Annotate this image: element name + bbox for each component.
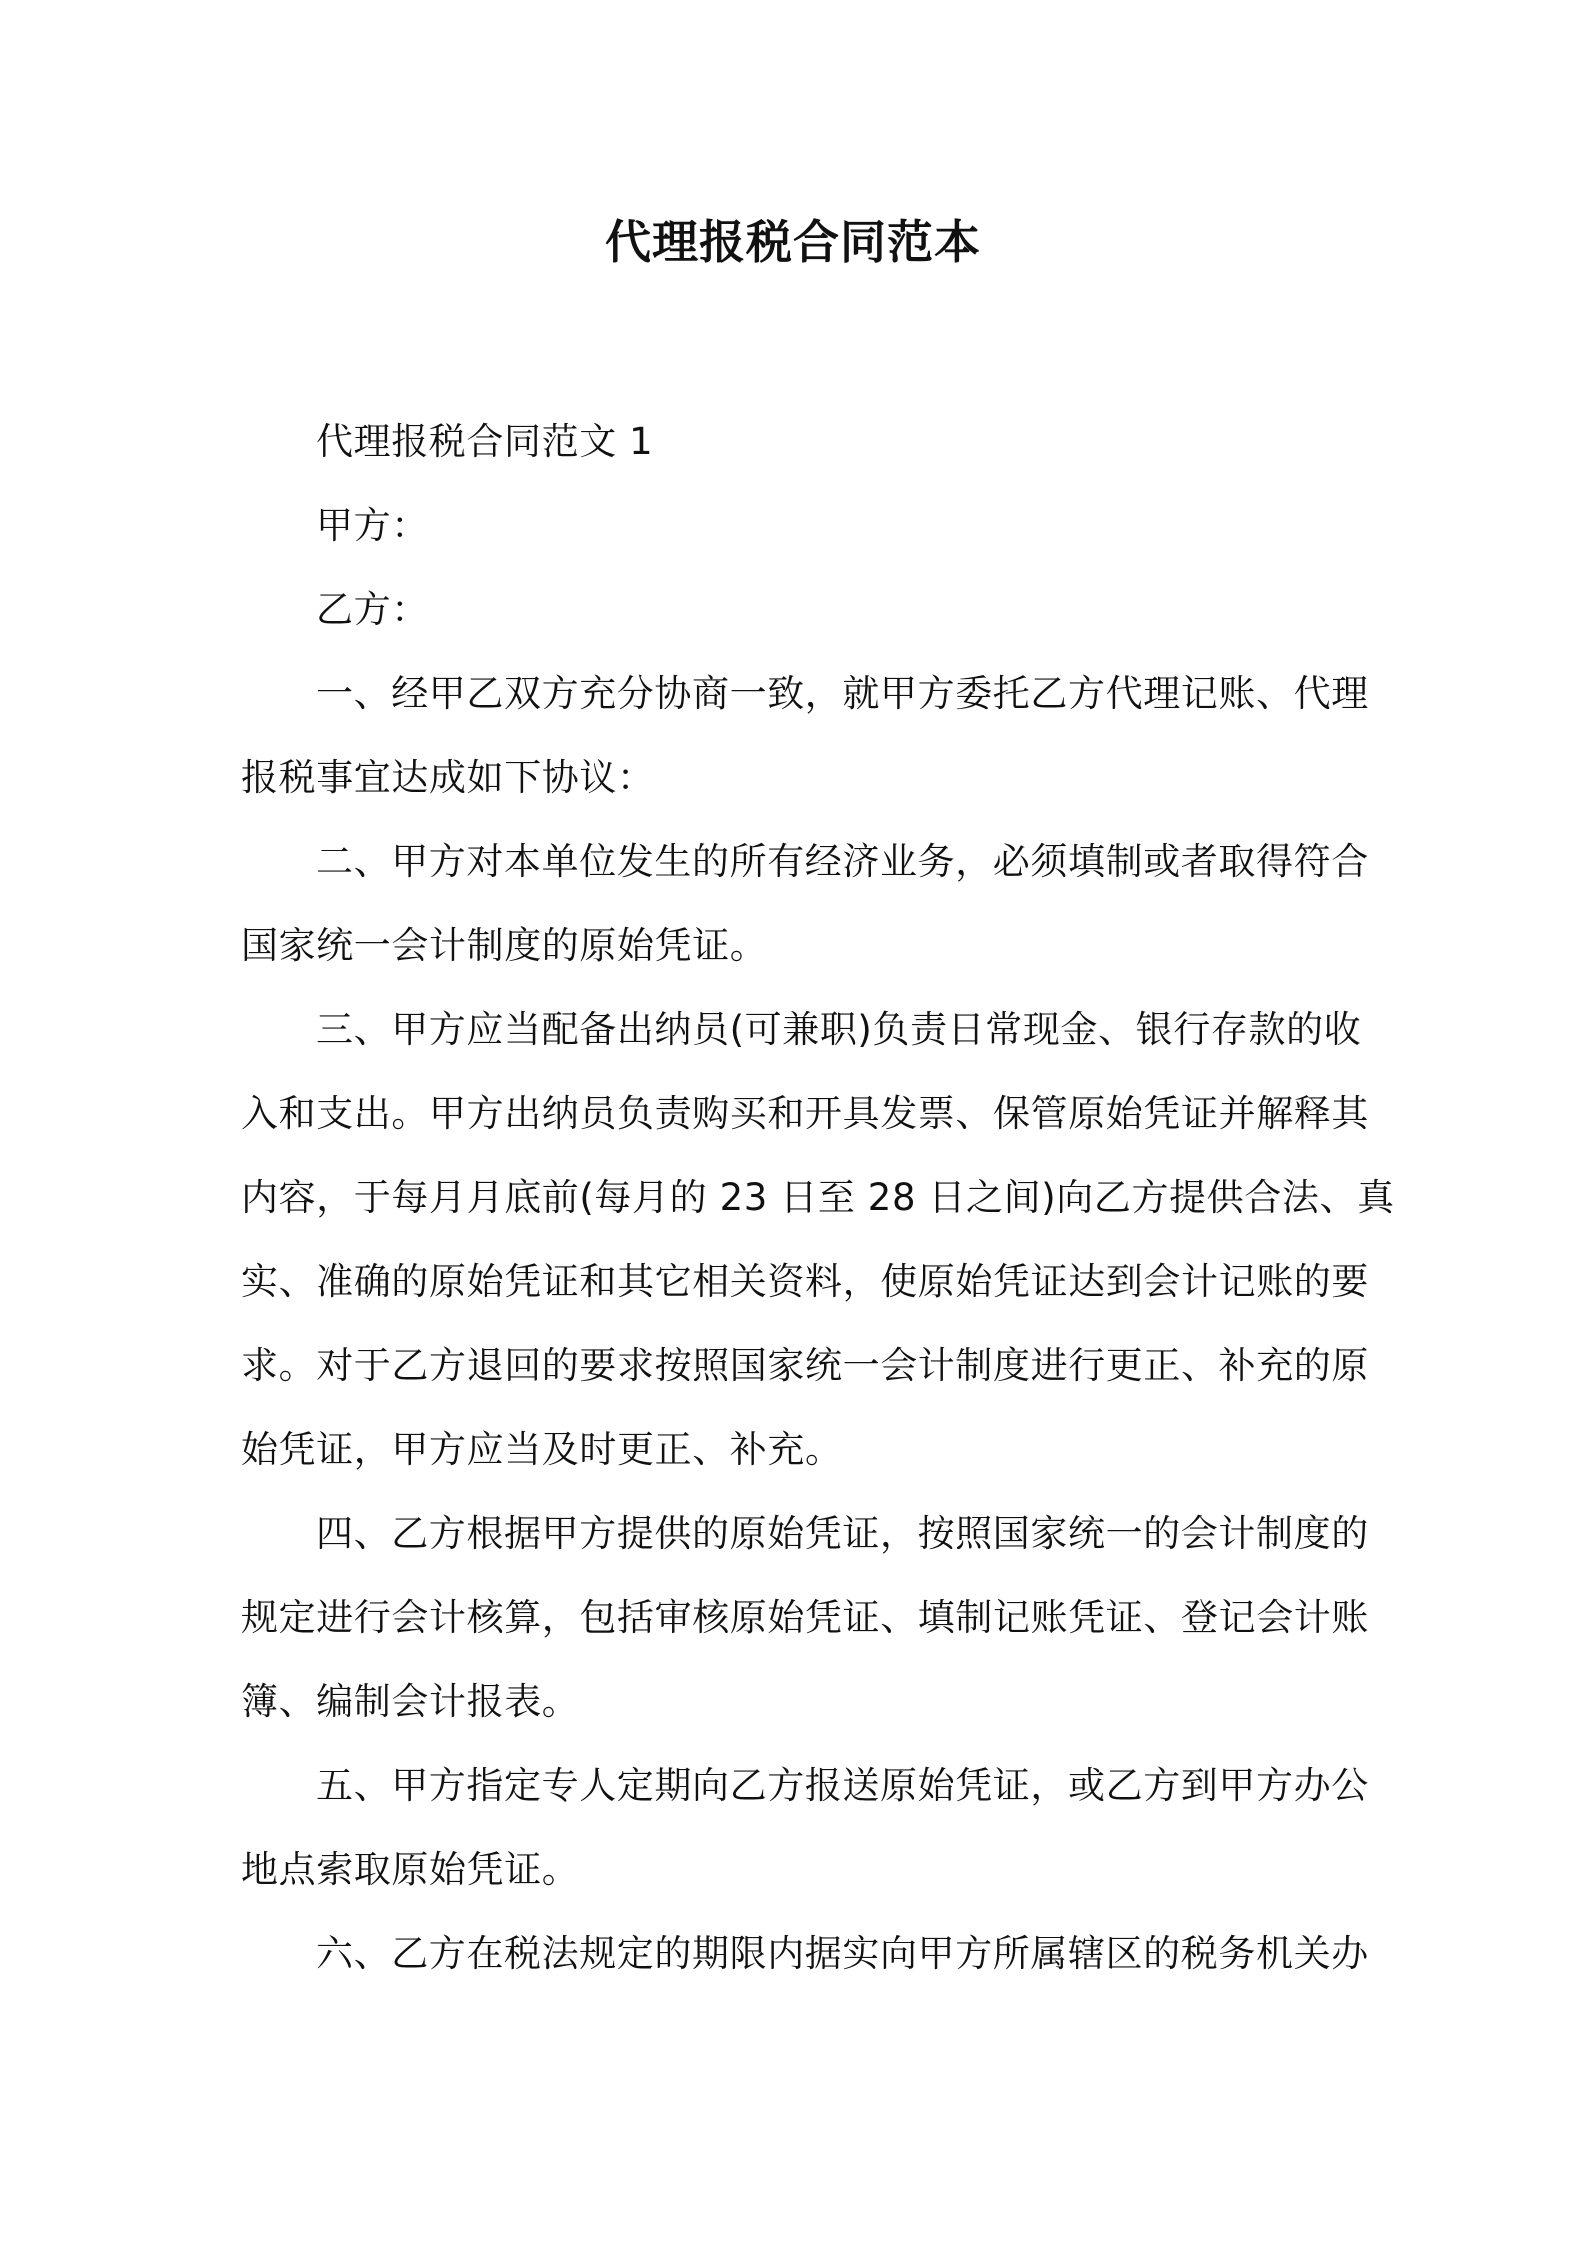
clause-line: 报税事宜达成如下协议： bbox=[241, 756, 655, 799]
document-body bbox=[241, 400, 1395, 1996]
clause-line: 二、甲方对本单位发生的所有经济业务，必须填制或者取得符合 bbox=[316, 840, 1369, 883]
clause-line: 国家统一会计制度的原始凭证。 bbox=[241, 924, 768, 967]
clause-line: 一、经甲乙双方充分协商一致，就甲方委托乙方代理记账、代理 bbox=[316, 672, 1369, 715]
party-b-label: 乙方： bbox=[316, 588, 429, 631]
clause-3 bbox=[241, 988, 1395, 1492]
document-title: 代理报税合同范本 bbox=[605, 215, 981, 269]
clause-4 bbox=[241, 1492, 1369, 1744]
clause-line: 三、甲方应当配备出纳员(可兼职)负责日常现金、银行存款的收 bbox=[316, 1008, 1362, 1051]
clause-5 bbox=[241, 1744, 1369, 1912]
clause-line: 六、乙方在税法规定的期限内据实向甲方所属辖区的税务机关办 bbox=[316, 1932, 1369, 1975]
clause-1 bbox=[241, 652, 1369, 820]
clause-line: 始凭证，甲方应当及时更正、补充。 bbox=[241, 1428, 843, 1471]
clause-line: 簿、编制会计报表。 bbox=[241, 1680, 580, 1723]
contract-subtitle: 代理报税合同范文 1 bbox=[316, 420, 654, 463]
clause-line: 五、甲方指定专人定期向乙方报送原始凭证，或乙方到甲方办公 bbox=[316, 1764, 1369, 1807]
clause-line: 内容，于每月月底前(每月的 23 日至 28 日之间)向乙方提供合法、真 bbox=[241, 1176, 1395, 1219]
party-a-label: 甲方： bbox=[316, 504, 429, 547]
clause-line: 实、准确的原始凭证和其它相关资料，使原始凭证达到会计记账的要 bbox=[241, 1260, 1369, 1303]
clause-line: 入和支出。甲方出纳员负责购买和开具发票、保管原始凭证并解释其 bbox=[241, 1092, 1369, 1135]
clause-2 bbox=[241, 820, 1369, 988]
clause-6 bbox=[241, 1912, 1369, 1996]
clause-line: 求。对于乙方退回的要求按照国家统一会计制度进行更正、补充的原 bbox=[241, 1344, 1369, 1387]
clause-line: 地点索取原始凭证。 bbox=[241, 1848, 580, 1891]
clause-line: 规定进行会计核算，包括审核原始凭证、填制记账凭证、登记会计账 bbox=[241, 1596, 1369, 1639]
clause-line: 四、乙方根据甲方提供的原始凭证，按照国家统一的会计制度的 bbox=[316, 1512, 1369, 1555]
